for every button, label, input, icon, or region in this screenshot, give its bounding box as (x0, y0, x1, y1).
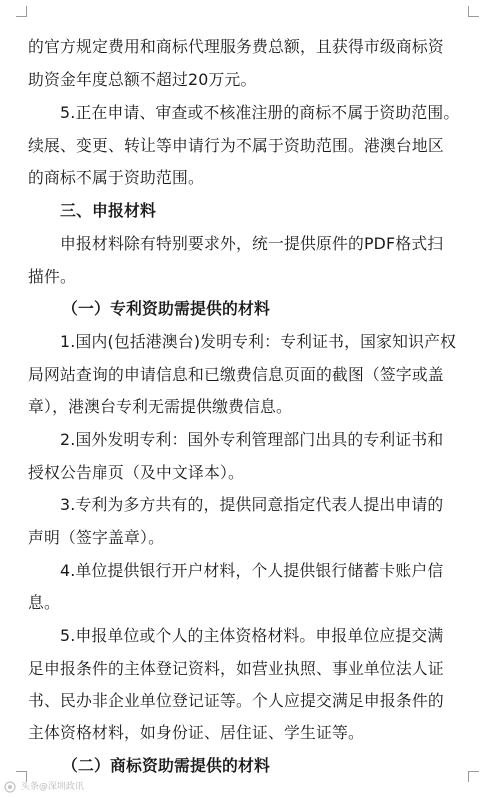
watermark-text: 头条@深圳政讯 (20, 782, 84, 792)
body-text-line: 息。 (28, 593, 60, 612)
body-text-line: 5.正在申请、审查或不核准注册的商标不属于资助范围。 (60, 103, 460, 122)
body-text-line: 描件。 (28, 267, 76, 286)
body-text-line: 足申报条件的主体登记资料，如营业执照、事业单位法人证 (28, 659, 444, 678)
body-text-line: 主体资格材料，如身份证、居住证、学生证等。 (28, 723, 364, 742)
page-corner-mark (468, 6, 479, 17)
body-text-line: 3.专利为多方共有的，提供同意指定代表人提出申请的 (60, 495, 444, 514)
body-text-line: 申报材料除有特别要求外，统一提供原件的PDF格式扫 (60, 234, 444, 253)
body-text-line: 局网站查询的申请信息和已缴费信息页面的截图（签字或盖 (28, 365, 444, 384)
body-text-line: 的官方规定费用和商标代理服务费总额，且获得市级商标资 (28, 37, 444, 56)
body-text-line: 书、民办非企业单位登记证等。个人应提交满足申报条件的 (28, 691, 444, 710)
body-text-line: 的商标不属于资助范围。 (28, 168, 204, 187)
body-text-line: 授权公告扉页（及中文译本）。 (28, 463, 245, 482)
section-heading: 三、申报材料 (60, 201, 156, 220)
body-text-line: 章），港澳台专利无需提供缴费信息。 (28, 397, 293, 416)
body-text-line: 2.国外发明专利：国外专利管理部门出具的专利证书和 (60, 430, 444, 449)
page-corner-mark (16, 6, 27, 17)
subsection-heading: （一）专利资助需提供的材料 (62, 299, 270, 318)
body-text-line: 声明（签字盖章）。 (28, 528, 165, 547)
watermark (4, 780, 84, 794)
body-text-line: 1.国内(包括港澳台)发明专利：专利证书，国家知识产权 (60, 332, 457, 351)
body-text-line: 续展、变更、转让等申请行为不属于资助范围。港澳台地区 (28, 136, 444, 155)
watermark-logo-icon (4, 781, 16, 793)
body-text-line: 4.单位提供银行开户材料，个人提供银行储蓄卡账户信 (60, 561, 444, 580)
body-text-line: 5.申报单位或个人的主体资格材料。申报单位应提交满 (60, 626, 444, 645)
body-text-line: 助资金年度总额不超过20万元。 (28, 70, 257, 89)
subsection-heading: （二）商标资助需提供的材料 (62, 756, 270, 775)
